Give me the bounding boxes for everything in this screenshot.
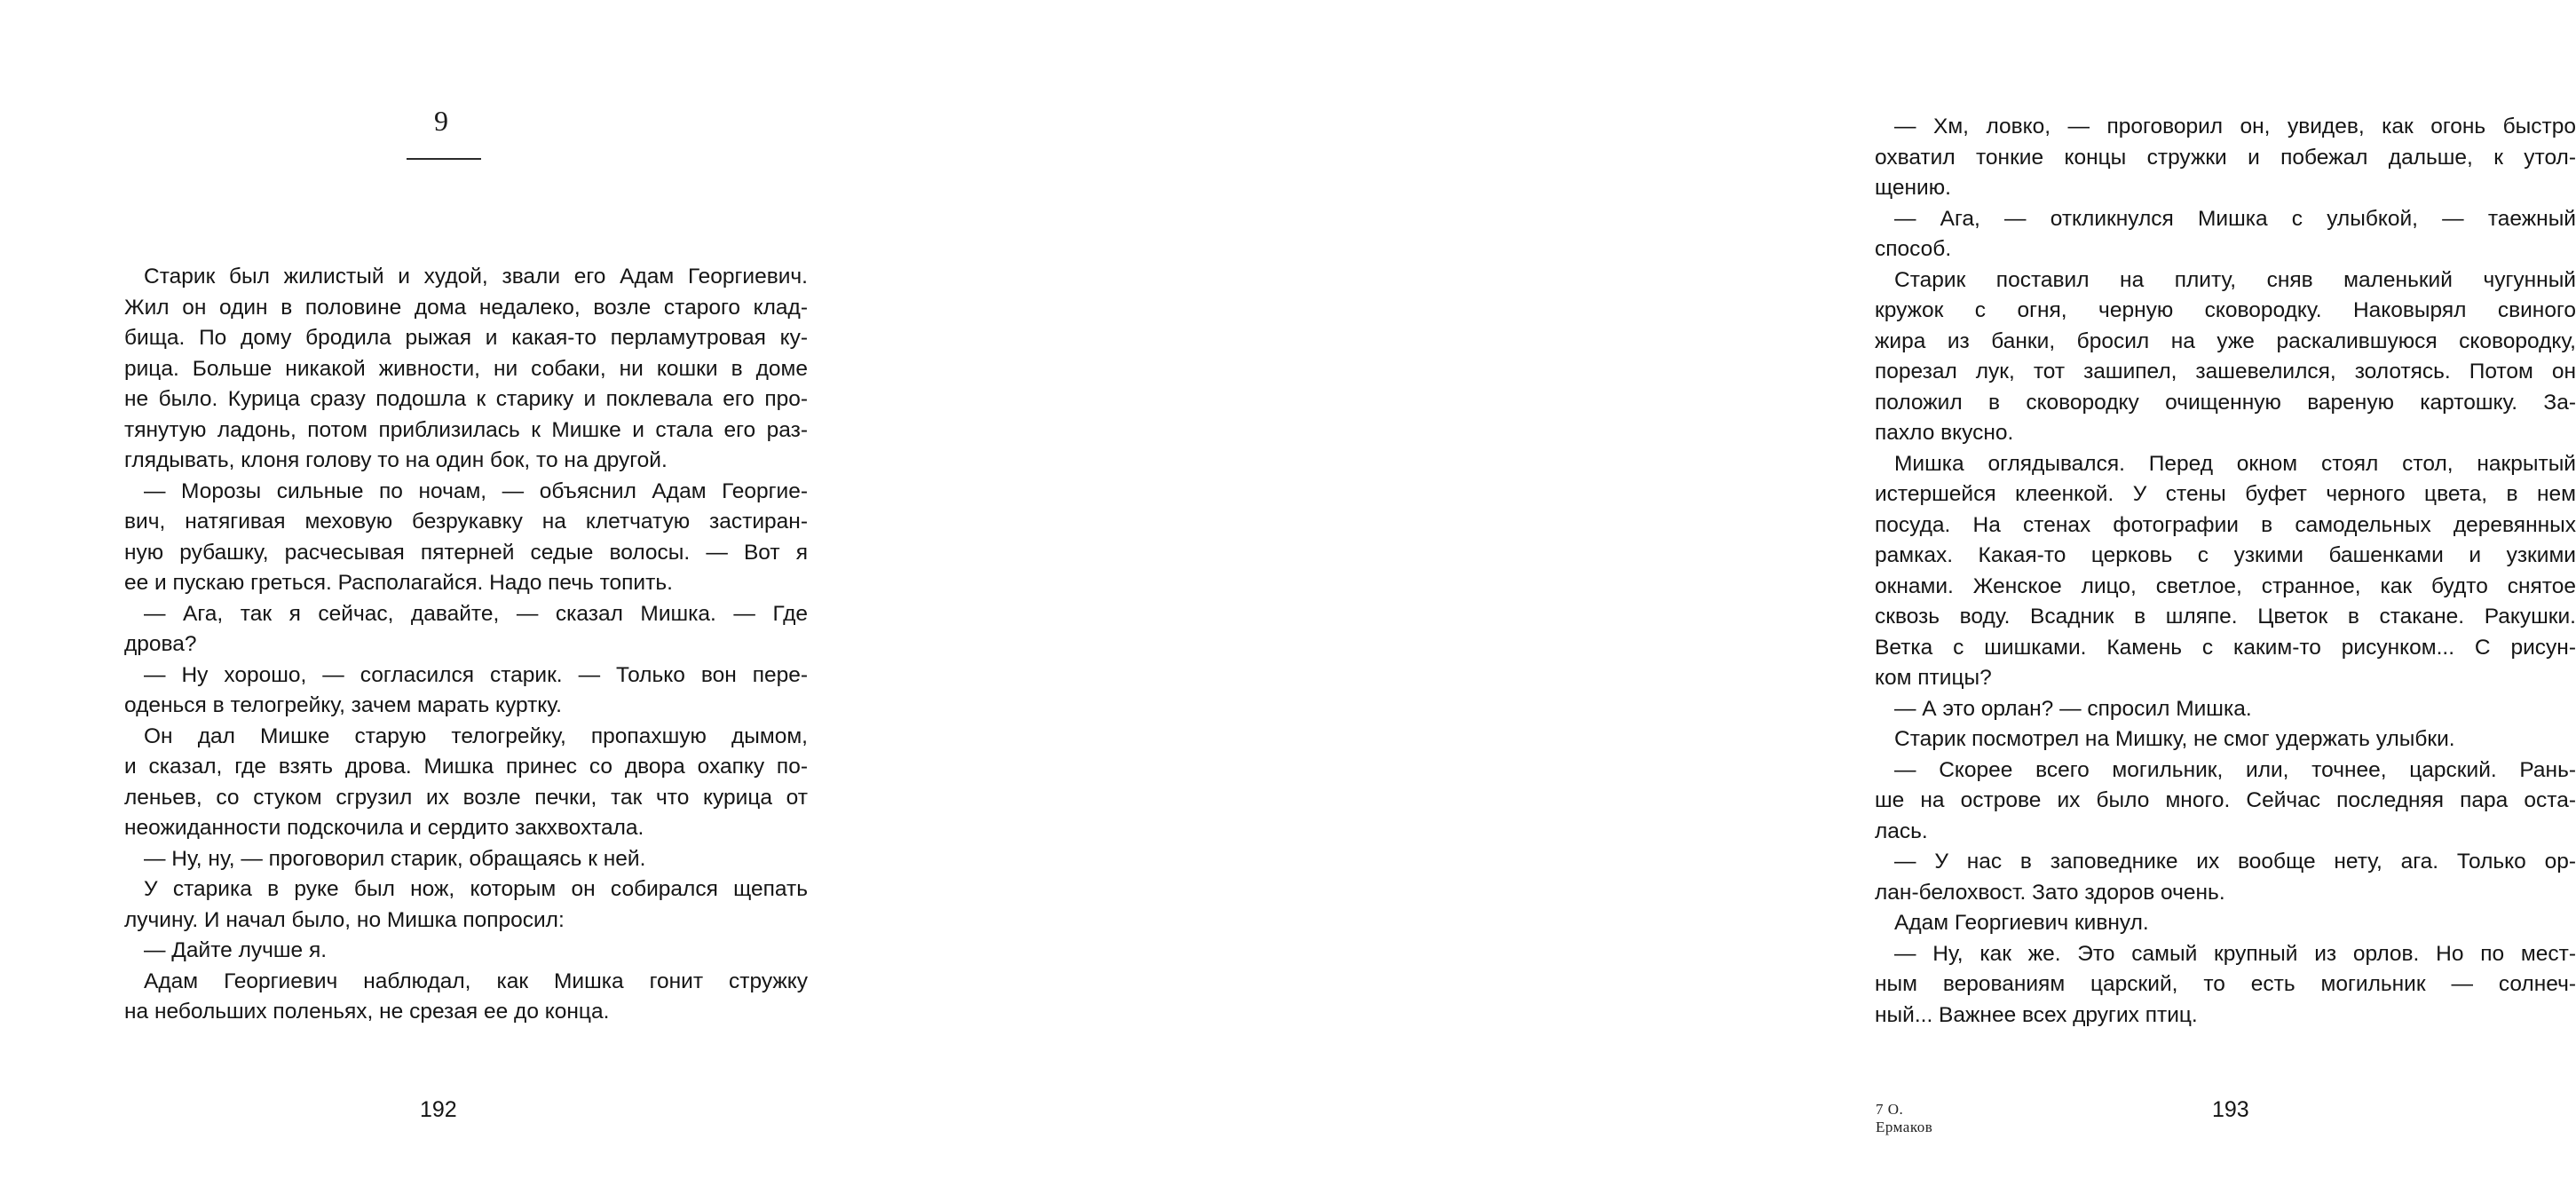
text-line: — Ага, так я сейчас, давайте, — сказал Мишка. — Где: [144, 601, 808, 626]
text-line: — Хм, ловко, — проговорил он, увидев, как огонь быстро: [1894, 115, 2576, 138]
text-line: пахло вкусно.: [1875, 421, 2014, 445]
text-line: ее и пускаю греться. Располагайся. Надо печь топить.: [124, 571, 673, 595]
text-line: охватил тонкие концы стружки и побежал дальше, к утол-: [1875, 145, 2576, 170]
text-line: Старик посмотрел на Мишку, не смог удержать улыбки.: [1894, 727, 2455, 751]
text-line: оденься в телогрейку, зачем марать куртку.: [124, 693, 562, 717]
text-line: Старик поставил на плиту, сняв маленький чугунный: [1894, 267, 2576, 292]
text-line: неожиданности подскочила и сердито закхвохтала.: [124, 816, 644, 840]
text-line: — Ну, как же. Это самый крупный из орлов. Но по мест-: [1894, 941, 2576, 966]
text-line: сквозь воду. Всадник в шляпе. Цветок в стакане. Ракушки.: [1875, 605, 2576, 629]
text-line: лан-белохвост. Зато здоров очень.: [1875, 880, 2225, 905]
text-line: жира из банки, бросил на уже раскалившуюся сковородку,: [1875, 328, 2576, 353]
text-line: — Ага, — откликнулся Мишка с улыбкой, — таежный: [1894, 206, 2576, 231]
text-line: тянутую ладонь, потом приблизилась к Мишке и стала его раз-: [124, 417, 808, 442]
text-line: истершейся клеенкой. У стены буфет черного цвета, в нем: [1875, 482, 2576, 506]
text-line: — Дайте лучше я.: [144, 938, 328, 962]
text-line: — А это орлан? — спросил Мишка.: [1894, 696, 2252, 721]
text-line: — Скорее всего могильник, или, точнее, царский. Рань-: [1894, 757, 2576, 782]
text-line: ную рубашку, расчесывая пятерней седые волосы. — Вот я: [124, 540, 808, 565]
text-line: ный... Важнее всех других птиц.: [1875, 1002, 2198, 1027]
text-line: на небольших поленьях, не срезая ее до конца.: [124, 1000, 610, 1024]
text-line: рамках. Какая-то церковь с узкими башенками и узкими: [1875, 543, 2576, 567]
left-page: [0, 0, 888, 1186]
text-line: Ветка с шишками. Камень с каким-то рисунком... С рисун-: [1875, 635, 2576, 660]
text-line: Жил он один в половине дома недалеко, возле старого клад-: [124, 295, 808, 320]
text-line: способ.: [1875, 237, 1952, 261]
text-line: бища. По дому бродила рыжая и какая-то перламутровая ку-: [124, 326, 808, 350]
text-line: Старик был жилистый и худой, звали его Адам Георгиевич.: [144, 265, 808, 289]
text-line: порезал лук, тот зашипел, зашевелился, золотясь. Потом он: [1875, 360, 2576, 383]
text-line: ным верованиям царский, то есть могильник — солнеч-: [1875, 972, 2576, 996]
text-line: лась.: [1875, 818, 1928, 843]
text-line: ком птицы?: [1875, 666, 1992, 690]
text-line: рица. Больше никакой живности, ни собаки, ни кошки в доме: [124, 356, 808, 381]
page-number-left: 192: [420, 1097, 457, 1122]
text-line: положил в сковородку очищенную вареную картошку. За-: [1875, 390, 2576, 415]
text-line: щению.: [1875, 176, 1951, 200]
text-line: У старика в руке был нож, которым он собирался щепать: [144, 877, 808, 901]
text-line: — У нас в заповеднике их вообще нету, ага. Только ор-: [1894, 850, 2576, 874]
text-line: вич, натягивая меховую безрукавку на клетчатую застиран-: [124, 510, 808, 534]
text-line: — Ну, ну, — проговорил старик, обращаясь к ней.: [144, 846, 646, 871]
text-line: дрова?: [124, 632, 197, 656]
text-line: леньев, со стуком сгрузил их возле печки, так что курица от: [124, 785, 808, 810]
text-line: Адам Георгиевич кивнул.: [1894, 911, 2149, 935]
text-line: Он дал Мишке старую телогрейку, пропахшую дымом,: [144, 723, 808, 748]
text-line: — Ну хорошо, — согласился старик. — Только вон пере-: [144, 662, 808, 687]
chapter-number: 9: [434, 105, 448, 137]
text-line: посуда. На стенах фотографии в самодельных деревянных: [1875, 512, 2576, 537]
text-line: глядывать, клоня голову то на один бок, то на другой.: [124, 448, 668, 472]
chapter-divider: [407, 158, 481, 160]
text-line: окнами. Женское лицо, светлое, странное, как будто снятое: [1875, 573, 2576, 598]
text-line: лучину. И начал было, но Мишка попросил:: [124, 907, 565, 932]
right-page: [888, 0, 2576, 1186]
printer-signature: 7 О. Ермаков: [1876, 1101, 1933, 1135]
text-line: — Морозы сильные по ночам, — объяснил Адам Георгие-: [144, 478, 808, 503]
text-line: не было. Курица сразу подошла к старику и поклевала его про-: [124, 387, 808, 411]
text-line: и сказал, где взять дрова. Мишка принес со двора охапку по-: [124, 755, 808, 779]
page-number-right: 193: [2212, 1097, 2249, 1122]
text-line: ше на острове их было много. Сейчас последняя пара оста-: [1875, 788, 2576, 812]
right-page-text: [1875, 112, 2576, 1031]
text-line: Мишка оглядывался. Перед окном стоял стол, накрытый: [1894, 451, 2576, 476]
text-line: кружок с огня, черную сковородку. Наковырял свиного: [1875, 298, 2576, 322]
left-page-text: [124, 262, 808, 1028]
text-line: Адам Георгиевич наблюдал, как Мишка гонит стружку: [144, 969, 808, 993]
